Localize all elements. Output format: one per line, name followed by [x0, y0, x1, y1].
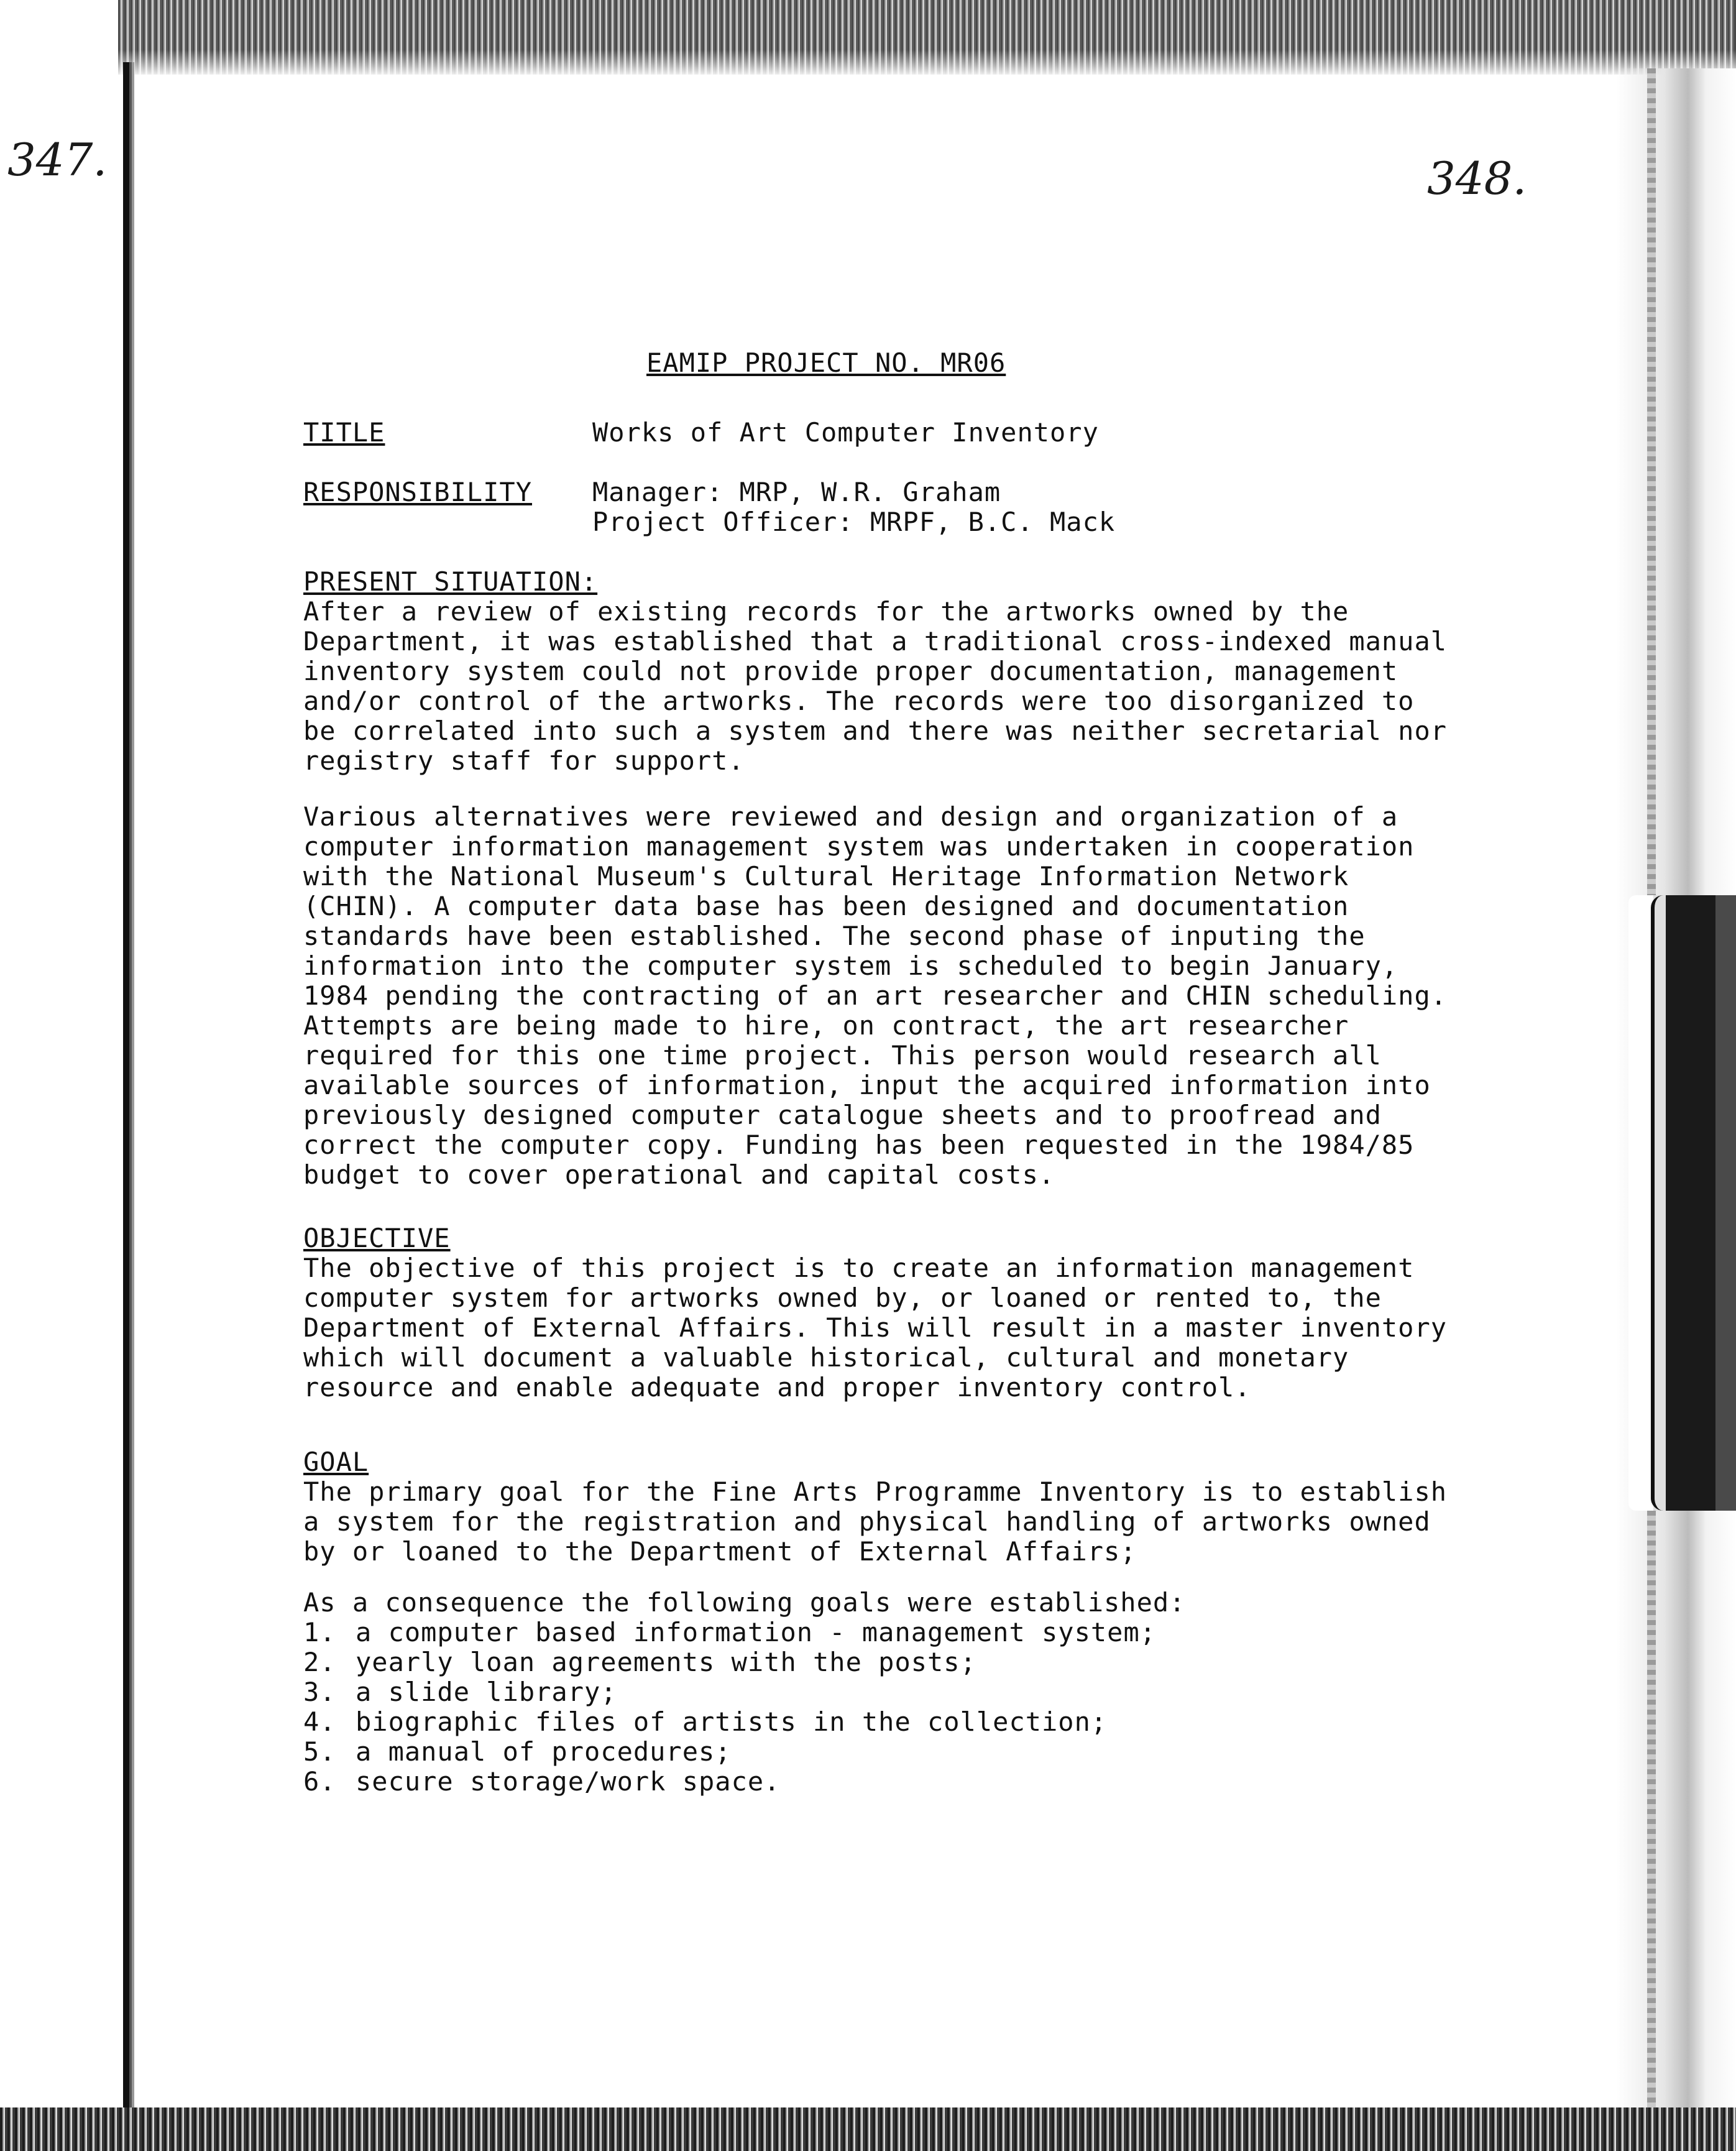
- goal-text: a computer based information - management system;: [356, 1617, 1157, 1647]
- text-line: computer system for artworks owned by, or loaned or rented to, the: [303, 1283, 1382, 1313]
- text-line: Department of External Affairs. This will result in a master inventory: [303, 1312, 1448, 1343]
- text-line: information into the computer system is scheduled to begin January,: [303, 951, 1398, 981]
- responsibility-manager: Manager: MRP, W.R. Graham: [592, 477, 1001, 507]
- present-situation-heading: PRESENT SITUATION:: [303, 566, 598, 597]
- goal-text: a slide library;: [356, 1677, 617, 1707]
- text-line: standards have been established. The second phase of inputing the: [303, 921, 1366, 951]
- text-line: required for this one time project. This person would research all: [303, 1040, 1382, 1071]
- document-title: EAMIP PROJECT NO. MR06: [646, 348, 1006, 378]
- title-value: Works of Art Computer Inventory: [592, 417, 1099, 448]
- goal-list-item: [303, 1737, 1156, 1767]
- responsibility-label: RESPONSIBILITY: [303, 477, 533, 507]
- goal-list-item: [303, 1767, 1156, 1797]
- text-line: correct the computer copy. Funding has been requested in the 1984/85: [303, 1130, 1415, 1160]
- handwritten-page-number-left: 347.: [7, 134, 108, 186]
- text-line: Attempts are being made to hire, on contract, the art researcher: [303, 1010, 1349, 1041]
- goal-text: biographic files of artists in the collection;: [356, 1707, 1108, 1737]
- goal-list-item: [303, 1618, 1156, 1647]
- goal-list-item: [303, 1707, 1156, 1737]
- present-situation-paragraph-2: [303, 801, 1448, 1190]
- binding-edge: [123, 62, 138, 2114]
- goal-number: 3.: [303, 1677, 336, 1707]
- text-line: registry staff for support.: [303, 745, 745, 776]
- text-line: by or loaned to the Department of External Affairs;: [303, 1536, 1137, 1567]
- handwritten-page-number-right: 348.: [1427, 152, 1527, 205]
- text-line: The primary goal for the Fine Arts Programme Inventory is to establish: [303, 1476, 1448, 1507]
- text-line: computer information management system was undertaken in cooperation: [303, 831, 1415, 862]
- text-line: with the National Museum's Cultural Heritage Information Network: [303, 861, 1349, 891]
- text-line: a system for the registration and physical handling of artworks owned: [303, 1506, 1431, 1537]
- goal-number: 2.: [303, 1647, 336, 1677]
- text-line: As a consequence the following goals were established:: [303, 1587, 1186, 1618]
- text-line: (CHIN). A computer data base has been designed and documentation: [303, 891, 1349, 921]
- text-line: resource and enable adequate and proper inventory control.: [303, 1372, 1251, 1403]
- text-line: be correlated into such a system and there was neither secretarial nor: [303, 716, 1448, 746]
- goal-paragraph: [303, 1476, 1448, 1567]
- goal-number: 6.: [303, 1766, 336, 1797]
- goal-text: secure storage/work space.: [356, 1766, 781, 1797]
- text-line: After a review of existing records for the artworks owned by the: [303, 596, 1349, 627]
- goal-heading: GOAL: [303, 1447, 369, 1477]
- text-line: which will document a valuable historical, cultural and monetary: [303, 1342, 1349, 1373]
- objective-paragraph: [303, 1253, 1448, 1403]
- text-line: budget to cover operational and capital costs.: [303, 1159, 1055, 1190]
- text-line: previously designed computer catalogue sheets and to proofread and: [303, 1100, 1382, 1130]
- text-line: and/or control of the artworks. The records were too disorganized to: [303, 686, 1415, 716]
- goal-number: 4.: [303, 1707, 336, 1737]
- present-situation-paragraph-1: [303, 596, 1448, 776]
- text-line: inventory system could not provide proper documentation, management: [303, 656, 1398, 686]
- title-label: TITLE: [303, 417, 385, 448]
- text-line: available sources of information, input the acquired information into: [303, 1070, 1431, 1100]
- goal-list-item: [303, 1647, 1156, 1677]
- goal-list-intro: [303, 1588, 1360, 1618]
- scan-noise-top: [0, 0, 1736, 75]
- left-page-margin: [0, 0, 118, 2151]
- scan-noise-bottom: [0, 2107, 1736, 2151]
- text-line: The objective of this project is to create an information management: [303, 1253, 1415, 1283]
- binder-clip: [1628, 895, 1736, 1511]
- goal-list-item: [303, 1677, 1156, 1707]
- text-line: Department, it was established that a traditional cross-indexed manual: [303, 626, 1448, 656]
- goal-text: a manual of procedures;: [356, 1736, 732, 1767]
- text-line: Various alternatives were reviewed and design and organization of a: [303, 801, 1398, 832]
- goal-number: 1.: [303, 1617, 336, 1647]
- goal-text: yearly loan agreements with the posts;: [356, 1647, 976, 1677]
- goal-number: 5.: [303, 1736, 336, 1767]
- text-line: 1984 pending the contracting of an art researcher and CHIN scheduling.: [303, 980, 1448, 1011]
- goal-list: [303, 1618, 1156, 1797]
- responsibility-project-officer: Project Officer: MRPF, B.C. Mack: [592, 507, 1116, 537]
- objective-heading: OBJECTIVE: [303, 1223, 451, 1253]
